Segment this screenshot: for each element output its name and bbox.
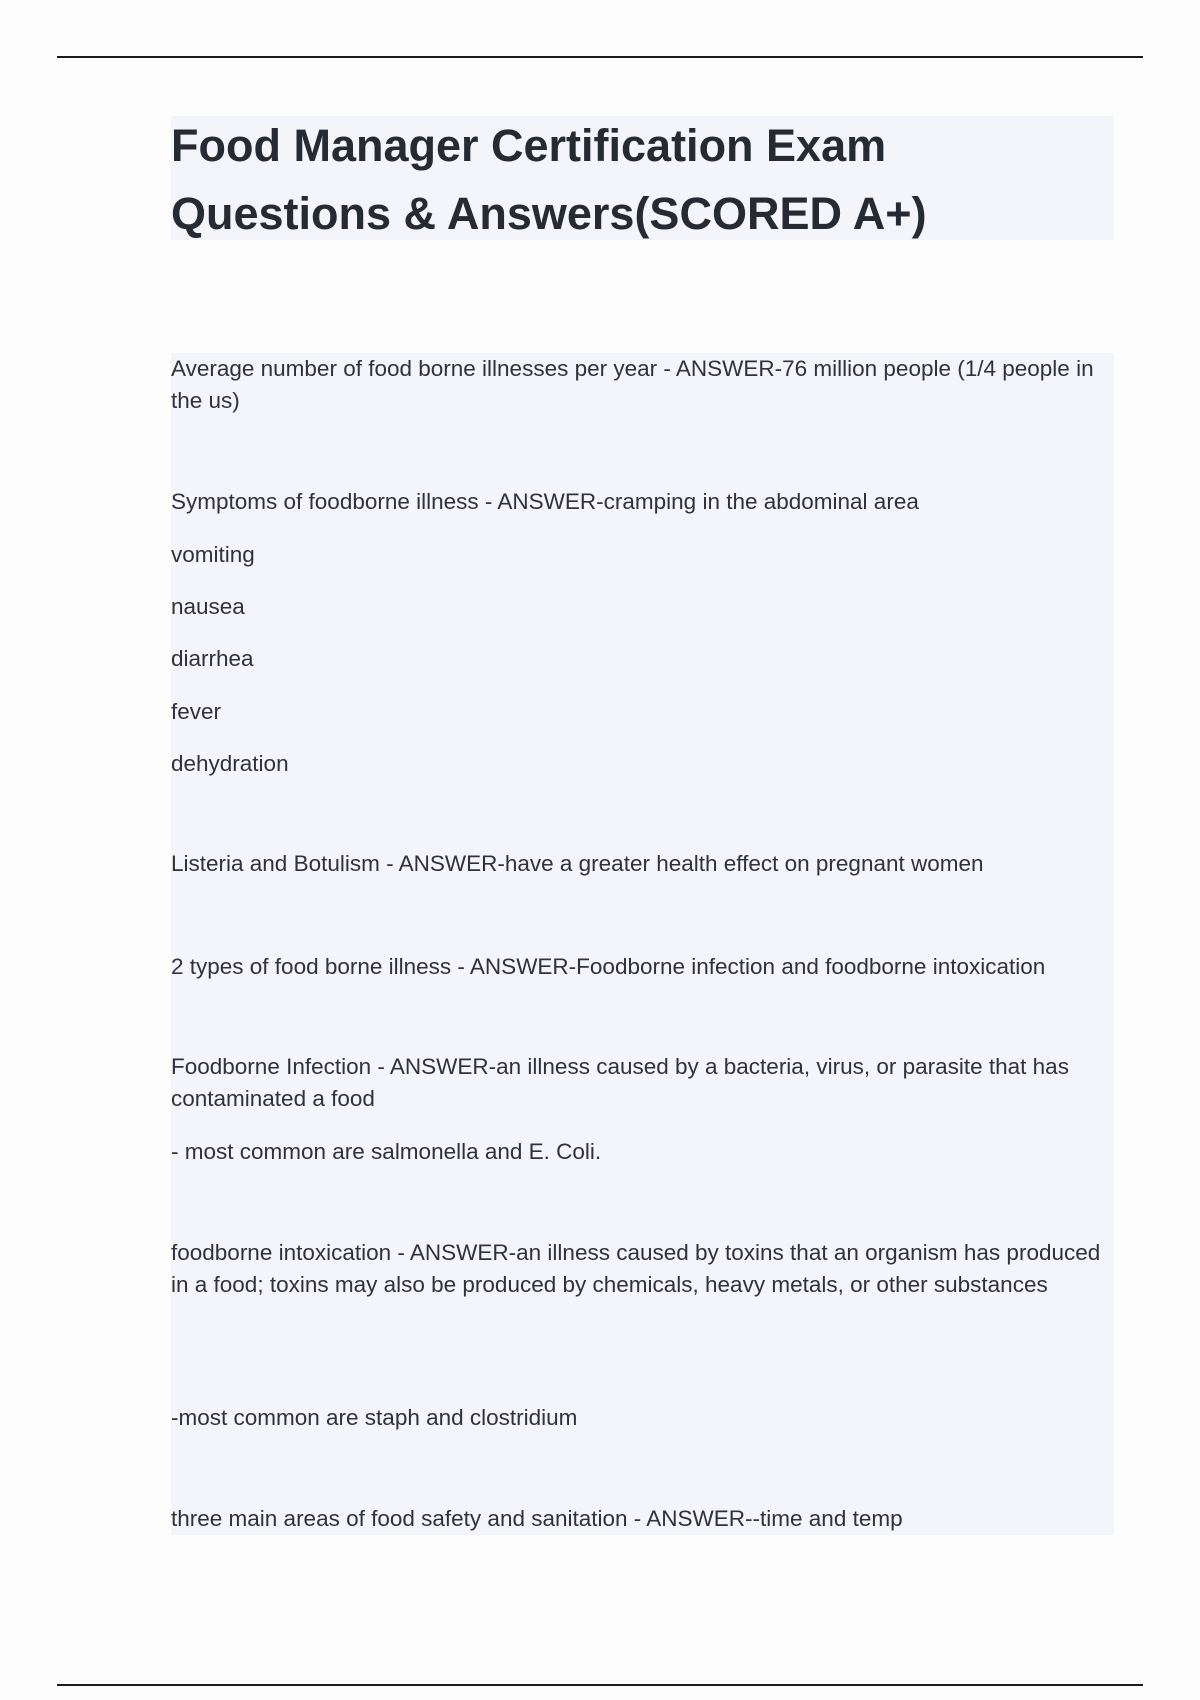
qa-entry-intoxication-note: -most common are staph and clostridium: [171, 1405, 578, 1430]
header-rule: [57, 56, 1143, 58]
qa-entry-symptoms: Symptoms of foodborne illness - ANSWER-cramping in the abdominal area: [171, 489, 919, 514]
qa-entry-avg-illness: Average number of food borne illnesses per year - ANSWER-76 million people (1/4 people in the us): [171, 356, 1100, 413]
qa-entry-infection-note: - most common are salmonella and E. Coli.: [171, 1139, 602, 1164]
symptom-item: fever: [171, 699, 222, 724]
symptom-item: vomiting: [171, 542, 255, 567]
document-title: Food Manager Certification Exam Questions & Answers(SCORED A+): [171, 120, 927, 239]
symptom-item: dehydration: [171, 751, 289, 776]
qa-entry-three-areas: three main areas of food safety and sanitation - ANSWER--time and temp: [171, 1506, 903, 1531]
qa-content: [171, 353, 1114, 1535]
symptom-item: nausea: [171, 594, 245, 619]
footer-rule: [57, 1684, 1143, 1686]
qa-entry-intoxication: foodborne intoxication - ANSWER-an illness caused by toxins that an organism has produced in a food; toxins may also be produced by chemicals, heavy metals, or other substances: [171, 1240, 1107, 1297]
title-block: [171, 116, 1114, 240]
qa-entry-infection: Foodborne Infection - ANSWER-an illness caused by a bacteria, virus, or parasite that has contaminated a food: [171, 1054, 1076, 1111]
qa-entry-two-types: 2 types of food borne illness - ANSWER-Foodborne infection and foodborne intoxication: [171, 954, 1046, 979]
qa-entry-listeria: Listeria and Botulism - ANSWER-have a greater health effect on pregnant women: [171, 851, 984, 876]
symptom-item: diarrhea: [171, 646, 254, 671]
